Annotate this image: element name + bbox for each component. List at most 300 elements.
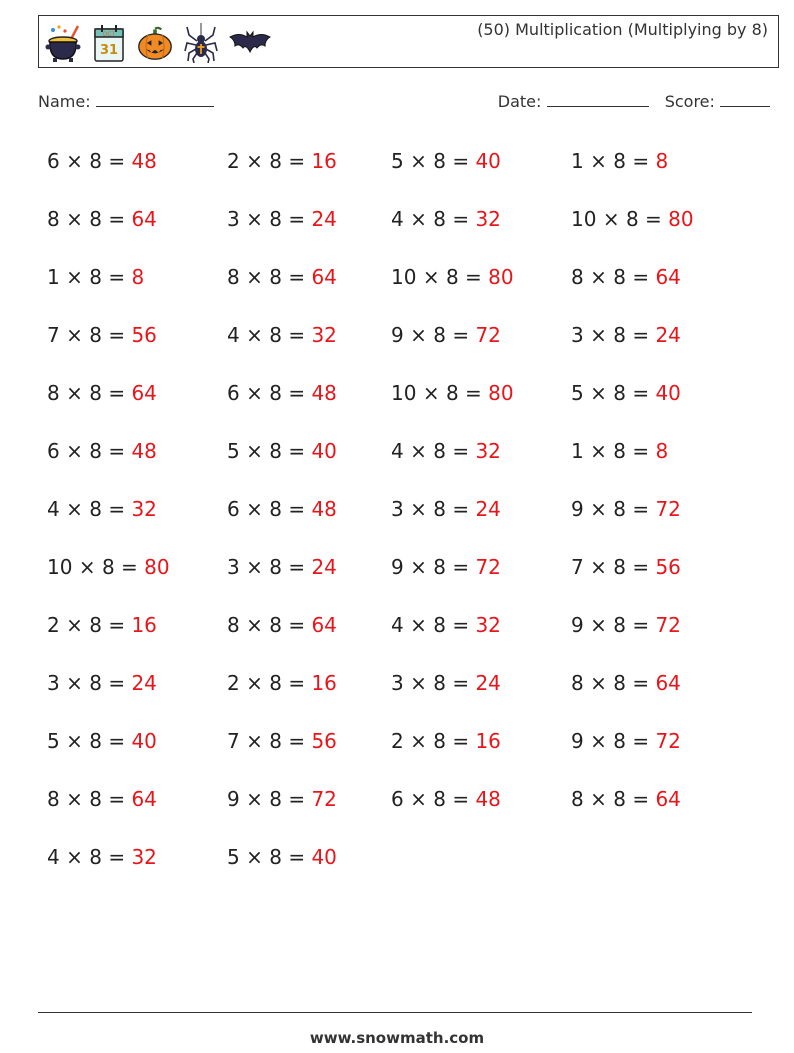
equals-sign: = — [288, 207, 306, 231]
times-sign: × — [410, 149, 427, 173]
times-sign: × — [590, 265, 607, 289]
operand-b: 8 — [269, 207, 282, 231]
operand-a: 4 — [391, 207, 404, 231]
times-sign: × — [590, 671, 607, 695]
operand-a: 9 — [391, 555, 404, 579]
operand-a: 10 — [391, 381, 417, 405]
equals-sign: = — [632, 787, 650, 811]
times-sign: × — [410, 613, 427, 637]
problem-item — [47, 613, 157, 637]
equals-sign: = — [452, 149, 470, 173]
operand-b: 8 — [613, 671, 626, 695]
times-sign: × — [66, 265, 83, 289]
operand-a: 4 — [47, 845, 60, 869]
operand-a: 3 — [227, 555, 240, 579]
answer: 48 — [311, 381, 337, 405]
problem-item — [571, 207, 694, 231]
equals-sign: = — [632, 149, 650, 173]
equals-sign: = — [288, 729, 306, 753]
answer: 48 — [475, 787, 501, 811]
problem-item — [47, 845, 157, 869]
times-sign: × — [246, 323, 263, 347]
operand-a: 3 — [571, 323, 584, 347]
problem-item — [47, 381, 157, 405]
operand-b: 8 — [89, 149, 102, 173]
answer: 72 — [655, 497, 681, 521]
calendar-month-text: OCT — [102, 31, 116, 38]
equals-sign: = — [452, 671, 470, 695]
answer: 24 — [475, 671, 501, 695]
answer: 72 — [311, 787, 337, 811]
operand-b: 8 — [269, 845, 282, 869]
operand-b: 8 — [433, 671, 446, 695]
equals-sign: = — [632, 497, 650, 521]
equals-sign: = — [108, 265, 126, 289]
equals-sign: = — [452, 729, 470, 753]
answer: 64 — [131, 207, 157, 231]
answer: 24 — [475, 497, 501, 521]
problem-item — [571, 729, 681, 753]
answer: 64 — [655, 787, 681, 811]
times-sign: × — [246, 845, 263, 869]
footer-divider — [38, 1012, 752, 1013]
equals-sign: = — [632, 265, 650, 289]
answer: 32 — [311, 323, 337, 347]
operand-a: 4 — [227, 323, 240, 347]
equals-sign: = — [288, 265, 306, 289]
problem-item — [571, 671, 681, 695]
times-sign: × — [246, 381, 263, 405]
problem-item — [227, 207, 337, 231]
answer: 32 — [131, 845, 157, 869]
equals-sign: = — [108, 149, 126, 173]
problem-item — [391, 323, 501, 347]
equals-sign: = — [288, 671, 306, 695]
operand-a: 9 — [571, 613, 584, 637]
times-sign: × — [66, 149, 83, 173]
operand-b: 8 — [89, 787, 102, 811]
problem-item — [47, 265, 144, 289]
equals-sign: = — [452, 207, 470, 231]
times-sign: × — [410, 207, 427, 231]
equals-sign: = — [452, 497, 470, 521]
problem-item — [391, 439, 501, 463]
operand-a: 7 — [227, 729, 240, 753]
answer: 24 — [655, 323, 681, 347]
score-label: Score: — [664, 92, 715, 111]
operand-a: 10 — [391, 265, 417, 289]
operand-a: 7 — [47, 323, 60, 347]
operand-a: 5 — [391, 149, 404, 173]
operand-a: 4 — [47, 497, 60, 521]
equals-sign: = — [632, 439, 650, 463]
equals-sign: = — [452, 439, 470, 463]
times-sign: × — [246, 729, 263, 753]
answer: 72 — [475, 323, 501, 347]
operand-a: 3 — [391, 497, 404, 521]
times-sign: × — [66, 729, 83, 753]
answer: 56 — [655, 555, 681, 579]
times-sign: × — [590, 381, 607, 405]
answer: 24 — [311, 555, 337, 579]
equals-sign: = — [288, 149, 306, 173]
answer: 72 — [475, 555, 501, 579]
operand-a: 2 — [227, 149, 240, 173]
operand-a: 3 — [227, 207, 240, 231]
equals-sign: = — [288, 439, 306, 463]
times-sign: × — [422, 265, 440, 289]
times-sign: × — [66, 787, 83, 811]
problem-item — [47, 439, 157, 463]
equals-sign: = — [108, 497, 126, 521]
operand-a: 1 — [571, 149, 584, 173]
operand-a: 8 — [47, 207, 60, 231]
times-sign: × — [66, 671, 83, 695]
footer-url: www.snowmath.com — [309, 1029, 485, 1047]
operand-b: 8 — [89, 207, 102, 231]
times-sign: × — [410, 729, 427, 753]
times-sign: × — [66, 613, 83, 637]
equals-sign: = — [108, 207, 126, 231]
operand-b: 8 — [269, 381, 282, 405]
times-sign: × — [246, 439, 263, 463]
times-sign: × — [246, 207, 263, 231]
answer: 32 — [475, 613, 501, 637]
operand-b: 8 — [613, 613, 626, 637]
problem-item — [391, 787, 501, 811]
operand-b: 8 — [433, 439, 446, 463]
times-sign: × — [246, 497, 263, 521]
equals-sign: = — [465, 265, 482, 289]
operand-b: 8 — [613, 265, 626, 289]
times-sign: × — [246, 149, 263, 173]
operand-a: 8 — [571, 265, 584, 289]
answer: 40 — [131, 729, 157, 753]
answer: 56 — [131, 323, 157, 347]
operand-a: 5 — [227, 439, 240, 463]
answer: 32 — [131, 497, 157, 521]
problem-item — [227, 845, 337, 869]
operand-a: 2 — [47, 613, 60, 637]
equals-sign: = — [452, 323, 470, 347]
answer: 16 — [475, 729, 501, 753]
operand-a: 1 — [47, 265, 60, 289]
equals-sign: = — [288, 555, 306, 579]
equals-sign: = — [632, 613, 650, 637]
operand-a: 10 — [571, 207, 597, 231]
times-sign: × — [246, 787, 263, 811]
operand-b: 8 — [613, 381, 626, 405]
operand-b: 8 — [269, 787, 282, 811]
times-sign: × — [602, 207, 620, 231]
equals-sign: = — [632, 729, 650, 753]
operand-b: 8 — [613, 497, 626, 521]
equals-sign: = — [632, 323, 650, 347]
times-sign: × — [66, 323, 83, 347]
equals-sign: = — [108, 323, 126, 347]
equals-sign: = — [108, 845, 126, 869]
operand-a: 7 — [571, 555, 584, 579]
operand-a: 9 — [571, 497, 584, 521]
operand-a: 5 — [227, 845, 240, 869]
operand-b: 8 — [269, 439, 282, 463]
problem-item — [227, 265, 337, 289]
operand-b: 8 — [89, 265, 102, 289]
times-sign: × — [246, 613, 263, 637]
operand-b: 8 — [433, 497, 446, 521]
operand-b: 8 — [269, 265, 282, 289]
problem-item — [47, 671, 157, 695]
times-sign: × — [590, 787, 607, 811]
operand-b: 8 — [89, 439, 102, 463]
times-sign: × — [422, 381, 440, 405]
date-label: Date: — [497, 92, 542, 111]
operand-a: 6 — [227, 497, 240, 521]
operand-b: 8 — [89, 729, 102, 753]
equals-sign: = — [288, 845, 306, 869]
operand-b: 8 — [613, 323, 626, 347]
operand-b: 8 — [433, 149, 446, 173]
operand-b: 8 — [433, 787, 446, 811]
operand-a: 6 — [47, 149, 60, 173]
problem-item — [227, 555, 337, 579]
operand-b: 8 — [613, 729, 626, 753]
operand-a: 2 — [391, 729, 404, 753]
operand-b: 8 — [89, 381, 102, 405]
operand-a: 6 — [47, 439, 60, 463]
problem-item — [391, 671, 501, 695]
operand-a: 3 — [391, 671, 404, 695]
answer: 72 — [655, 729, 681, 753]
times-sign: × — [246, 671, 263, 695]
problem-item — [391, 497, 501, 521]
problem-item — [47, 787, 157, 811]
answer: 40 — [655, 381, 681, 405]
times-sign: × — [410, 787, 427, 811]
answer: 64 — [655, 265, 681, 289]
problem-item — [391, 149, 501, 173]
operand-b: 8 — [613, 439, 626, 463]
operand-b: 8 — [433, 555, 446, 579]
answer: 64 — [655, 671, 681, 695]
equals-sign: = — [288, 787, 306, 811]
answer: 48 — [131, 149, 157, 173]
times-sign: × — [66, 381, 83, 405]
times-sign: × — [66, 845, 83, 869]
problem-item — [391, 381, 514, 405]
times-sign: × — [410, 497, 427, 521]
answer: 40 — [475, 149, 501, 173]
operand-b: 8 — [101, 555, 115, 579]
problem-item — [571, 555, 681, 579]
problem-item — [47, 149, 157, 173]
operand-a: 9 — [391, 323, 404, 347]
equals-sign: = — [632, 555, 650, 579]
operand-a: 4 — [391, 613, 404, 637]
answer: 64 — [311, 265, 337, 289]
operand-a: 8 — [227, 613, 240, 637]
problem-item — [47, 729, 157, 753]
problem-item — [571, 497, 681, 521]
operand-b: 8 — [269, 555, 282, 579]
answer: 56 — [311, 729, 337, 753]
times-sign: × — [590, 613, 607, 637]
operand-a: 4 — [391, 439, 404, 463]
times-sign: × — [66, 207, 83, 231]
answer: 8 — [655, 439, 669, 463]
problem-item — [391, 555, 501, 579]
operand-b: 8 — [89, 845, 102, 869]
times-sign: × — [410, 555, 427, 579]
equals-sign: = — [288, 497, 306, 521]
times-sign: × — [590, 323, 607, 347]
operand-a: 10 — [47, 555, 73, 579]
problem-item — [227, 323, 337, 347]
equals-sign: = — [108, 381, 126, 405]
answer: 48 — [131, 439, 157, 463]
times-sign: × — [246, 265, 263, 289]
answer: 24 — [311, 207, 337, 231]
problem-item — [47, 323, 157, 347]
problem-item — [571, 381, 681, 405]
answer: 8 — [655, 149, 669, 173]
equals-sign: = — [108, 439, 126, 463]
problem-item — [571, 149, 668, 173]
equals-sign: = — [632, 381, 650, 405]
operand-a: 2 — [227, 671, 240, 695]
answer: 80 — [144, 555, 170, 579]
answer: 24 — [131, 671, 157, 695]
operand-b: 8 — [269, 613, 282, 637]
problem-item — [227, 671, 337, 695]
operand-b: 8 — [269, 729, 282, 753]
operand-b: 8 — [269, 149, 282, 173]
operand-a: 1 — [571, 439, 584, 463]
operand-a: 9 — [227, 787, 240, 811]
operand-a: 5 — [47, 729, 60, 753]
times-sign: × — [66, 497, 83, 521]
problem-item — [227, 381, 337, 405]
times-sign: × — [410, 439, 427, 463]
operand-b: 8 — [433, 729, 446, 753]
operand-b: 8 — [613, 555, 626, 579]
operand-a: 8 — [571, 787, 584, 811]
times-sign: × — [590, 149, 607, 173]
times-sign: × — [410, 671, 427, 695]
answer: 40 — [311, 439, 337, 463]
equals-sign: = — [288, 381, 306, 405]
operand-b: 8 — [433, 613, 446, 637]
times-sign: × — [590, 439, 607, 463]
operand-b: 8 — [269, 323, 282, 347]
operand-a: 9 — [571, 729, 584, 753]
answer: 32 — [475, 207, 501, 231]
operand-b: 8 — [613, 149, 626, 173]
times-sign: × — [590, 497, 607, 521]
operand-b: 8 — [445, 265, 459, 289]
answer: 40 — [311, 845, 337, 869]
problem-item — [571, 787, 681, 811]
answer: 32 — [475, 439, 501, 463]
times-sign: × — [590, 555, 607, 579]
problem-item — [227, 497, 337, 521]
answer: 64 — [131, 381, 157, 405]
equals-sign: = — [288, 323, 306, 347]
operand-b: 8 — [269, 671, 282, 695]
problem-item — [47, 207, 157, 231]
problem-item — [391, 265, 514, 289]
answer: 64 — [131, 787, 157, 811]
times-sign: × — [78, 555, 96, 579]
operand-b: 8 — [89, 497, 102, 521]
answer: 80 — [488, 265, 514, 289]
operand-a: 8 — [47, 787, 60, 811]
problem-item — [391, 729, 501, 753]
equals-sign: = — [452, 555, 470, 579]
problem-item — [391, 207, 501, 231]
answer: 48 — [311, 497, 337, 521]
answer: 80 — [488, 381, 514, 405]
answer: 16 — [311, 149, 337, 173]
answer: 16 — [311, 671, 337, 695]
problem-item — [227, 439, 337, 463]
problem-item — [227, 613, 337, 637]
answer: 80 — [668, 207, 694, 231]
operand-a: 8 — [47, 381, 60, 405]
equals-sign: = — [452, 787, 470, 811]
operand-a: 6 — [391, 787, 404, 811]
problem-item — [571, 613, 681, 637]
problem-item — [571, 265, 681, 289]
operand-b: 8 — [433, 323, 446, 347]
operand-b: 8 — [625, 207, 639, 231]
operand-a: 3 — [47, 671, 60, 695]
problem-item — [571, 323, 681, 347]
operand-a: 5 — [571, 381, 584, 405]
times-sign: × — [246, 555, 263, 579]
problem-item — [571, 439, 668, 463]
problem-item — [227, 787, 337, 811]
operand-a: 6 — [227, 381, 240, 405]
answer: 16 — [131, 613, 157, 637]
problem-item — [227, 149, 337, 173]
equals-sign: = — [645, 207, 662, 231]
problem-item — [391, 613, 501, 637]
times-sign: × — [590, 729, 607, 753]
times-sign: × — [410, 323, 427, 347]
times-sign: × — [66, 439, 83, 463]
answer: 64 — [311, 613, 337, 637]
equals-sign: = — [108, 729, 126, 753]
operand-a: 8 — [571, 671, 584, 695]
equals-sign: = — [108, 613, 126, 637]
operand-b: 8 — [269, 497, 282, 521]
operand-b: 8 — [613, 787, 626, 811]
operand-b: 8 — [445, 381, 459, 405]
problem-item — [227, 729, 337, 753]
equals-sign: = — [108, 787, 126, 811]
operand-b: 8 — [89, 613, 102, 637]
operand-b: 8 — [89, 323, 102, 347]
equals-sign: = — [632, 671, 650, 695]
worksheet-title: (50) Multiplication (Multiplying by 8) — [477, 20, 768, 39]
equals-sign: = — [452, 613, 470, 637]
operand-b: 8 — [89, 671, 102, 695]
answer: 72 — [655, 613, 681, 637]
problem-item — [47, 497, 157, 521]
operand-b: 8 — [433, 207, 446, 231]
equals-sign: = — [121, 555, 138, 579]
